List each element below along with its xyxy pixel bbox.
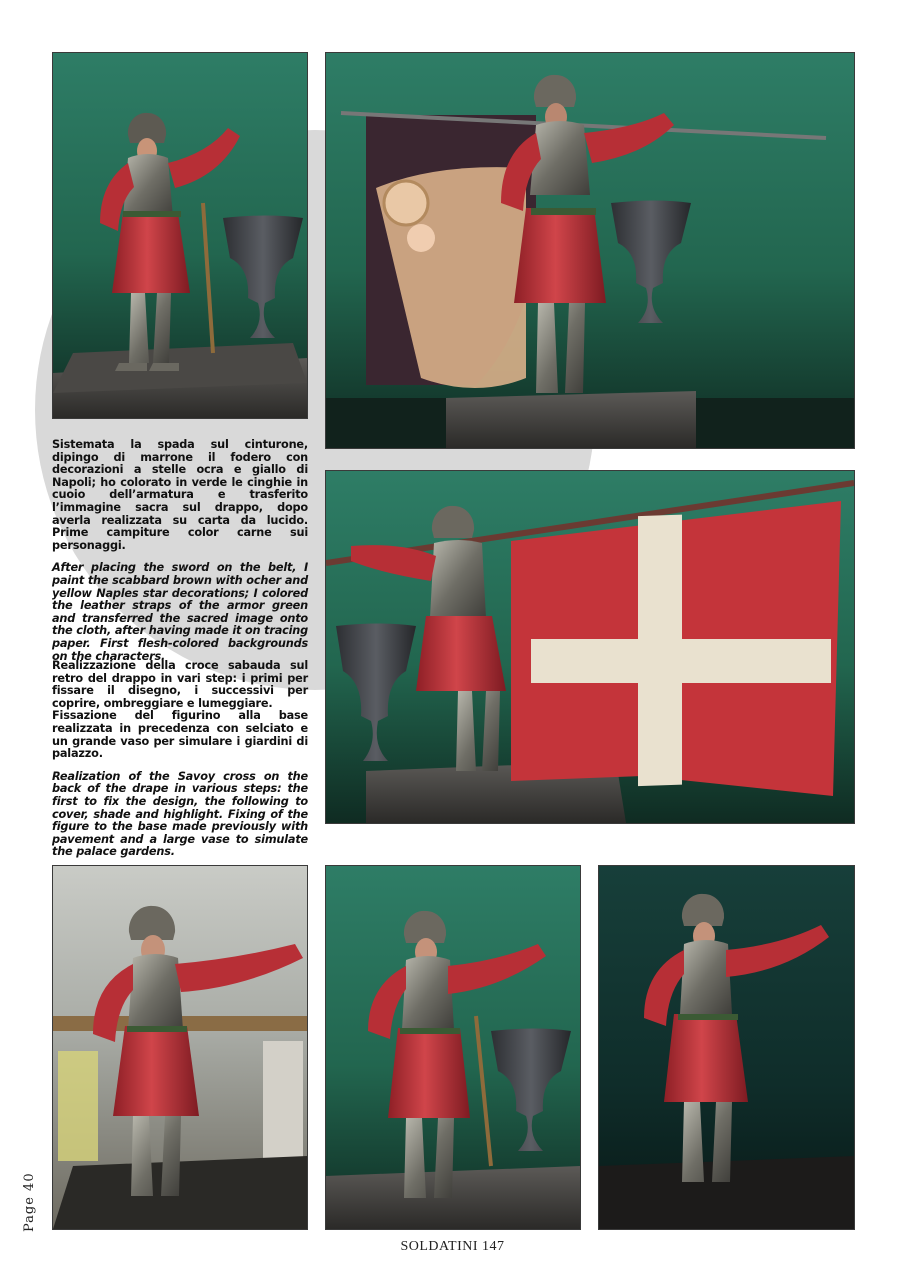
caption-italian-text-1: Realizzazione della croce sabauda sul retro del drappo in vari step: i primi per fissare il disegno, i successivi per coprire, ombreggiare e lumeggiare.: [52, 659, 308, 710]
magazine-footer: SOLDATINI 147: [400, 1239, 505, 1254]
photo-soldier-with-vase: [52, 52, 308, 419]
caption-italian-text: Sistemata la spada sul cinturone, dipingo di marrone il fodero con decorazioni a stelle ocra e giallo di Napoli; ho colorato in verde le cinghie in cuoio dell’armatura e trasferito l’immagine sacra sul drappo, dopo averla realizzata su carta da lucido. Prime campiture color carne sui personaggi.: [52, 438, 308, 552]
photo-soldier-with-vase-front: [325, 865, 581, 1230]
photo-savoy-cross-banner: [325, 470, 855, 824]
caption-step-savoy-cross: [52, 660, 308, 859]
caption-english-text: Realization of the Savoy cross on the back of the drape in various steps: the first to fix the design, the following to cover, shade and highlight. Fixing of the figure to the base made previously with pavement and a large vase to simulate the palace gardens.: [52, 769, 308, 859]
page-number-label: Page 40: [22, 1172, 37, 1232]
caption-english-text: After placing the sword on the belt, I paint the scabbard brown with ocher and yellow Naples star decorations; I colored the leather straps of the armor green and transferred the sacred image onto the cloth, after having made it on tracing paper. First flesh-colored backgrounds on the characters.: [52, 561, 309, 663]
caption-step-sword-and-banner: [52, 439, 308, 663]
caption-italian-text-2: Fissazione del figurino alla base realizzata in precedenza con selciato e un grande vaso per simulare i giardini di palazzo.: [52, 709, 308, 761]
photo-soldier-workbench: [52, 865, 308, 1230]
photo-soldier-with-sacred-banner: [325, 52, 855, 449]
photo-soldier-dark-background: [598, 865, 855, 1230]
